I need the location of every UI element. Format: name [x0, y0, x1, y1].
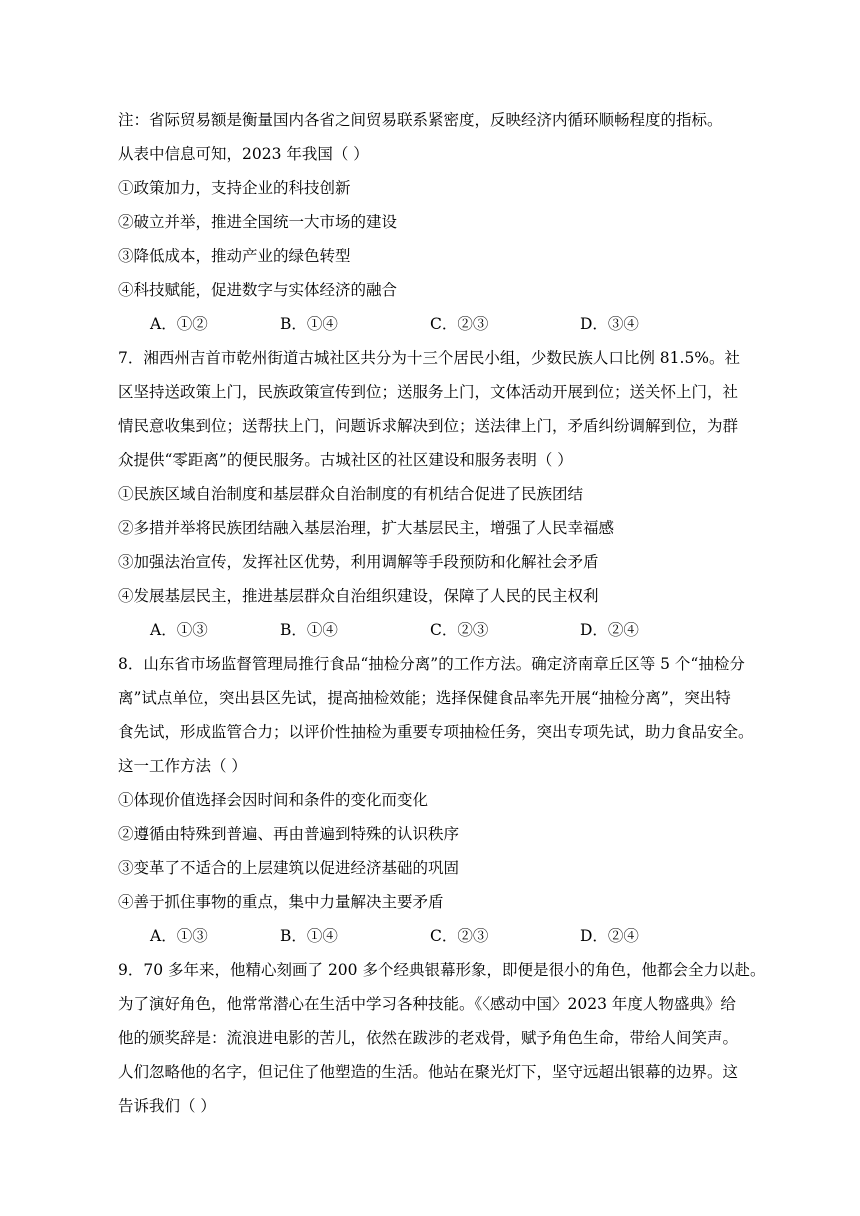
- q8-item-4: ④善于抓住事物的重点，集中力量解决主要矛盾: [118, 893, 444, 911]
- q6-option-c: C．②③: [430, 315, 489, 333]
- q9-stem-line-1: 9．70 多年来，他精心刻画了 200 多个经典银幕形象，即便是很小的角色，他都会全力以赴。: [118, 961, 766, 979]
- q7-option-c: C．②③: [430, 621, 489, 639]
- q7-stem-line-1: 7．湘西州吉首市乾州街道古城社区共分为十三个居民小组，少数民族人口比例 81.5%。社: [118, 349, 741, 367]
- q8-stem-line-2: 离”试点单位，突出县区先试，提高抽检效能；选择保健食品率先开展“抽检分离”，突出特: [118, 689, 731, 707]
- q8-option-d: D．②④: [580, 927, 639, 945]
- q8-option-c: C．②③: [430, 927, 489, 945]
- q6-item-2: ②破立并举，推进全国统一大市场的建设: [118, 213, 398, 231]
- q7-item-4: ④发展基层民主，推进基层群众自治组织建设，保障了人民的民主权利: [118, 587, 599, 605]
- q6-item-4: ④科技赋能，促进数字与实体经济的融合: [118, 281, 398, 299]
- q6-option-b: B．①④: [280, 315, 338, 333]
- q7-option-b: B．①④: [280, 621, 338, 639]
- q8-item-3: ③变革了不适合的上层建筑以促进经济基础的巩固: [118, 859, 460, 877]
- q6-item-3: ③降低成本，推动产业的绿色转型: [118, 247, 351, 265]
- q7-option-a: A．①③: [150, 621, 208, 639]
- q6-option-d: D．③④: [580, 315, 639, 333]
- q8-option-a: A．①③: [150, 927, 208, 945]
- q9-stem-line-3: 他的颁奖辞是：流浪进电影的苦儿，依然在跋涉的老戏骨，赋予角色生命，带给人间笑声。: [118, 1029, 739, 1047]
- table-note: 注：省际贸易额是衡量国内各省之间贸易联系紧密度，反映经济内循环顺畅程度的指标。: [118, 111, 723, 129]
- q7-item-1: ①民族区域自治制度和基层群众自治制度的有机结合促进了民族团结: [118, 485, 584, 503]
- q7-stem-line-2: 区坚持送政策上门，民族政策宣传到位；送服务上门，文体活动开展到位；送关怀上门，社: [118, 383, 739, 401]
- q9-stem-line-5: 告诉我们（ ）: [118, 1097, 216, 1115]
- q8-stem-line-4: 这一工作方法（ ）: [118, 757, 247, 775]
- q8-stem-line-1: 8．山东省市场监督管理局推行食品“抽检分离”的工作方法。确定济南章丘区等 5 个“抽检分: [118, 655, 745, 673]
- q8-option-b: B．①④: [280, 927, 338, 945]
- q8-stem-line-3: 食先试，形成监管合力；以评价性抽检为重要专项抽检任务，突出专项先试，助力食品安全。: [118, 723, 754, 741]
- q7-stem-line-4: 众提供“零距离”的便民服务。古城社区的社区建设和服务表明（ ）: [118, 451, 573, 469]
- q9-stem-line-2: 为了演好角色，他常常潜心在生活中学习各种技能。《〈感动中国〉2023 年度人物盛典》给: [118, 995, 736, 1013]
- q6-item-1: ①政策加力，支持企业的科技创新: [118, 179, 351, 197]
- q9-stem-line-4: 人们忽略他的名字，但记住了他塑造的生活。他站在聚光灯下，坚守远超出银幕的边界。这: [118, 1063, 739, 1081]
- q7-stem-line-3: 情民意收集到位；送帮扶上门，问题诉求解决到位；送法律上门，矛盾纠纷调解到位，为群: [118, 417, 739, 435]
- q8-item-2: ②遵循由特殊到普遍、再由普遍到特殊的认识秩序: [118, 825, 460, 843]
- q7-item-3: ③加强法治宣传，发挥社区优势，利用调解等手段预防和化解社会矛盾: [118, 553, 599, 571]
- q8-item-1: ①体现价值选择会因时间和条件的变化而变化: [118, 791, 429, 809]
- question-6-stem: 从表中信息可知，2023 年我国（ ）: [118, 145, 369, 163]
- q7-item-2: ②多措并举将民族团结融入基层治理，扩大基层民主，增强了人民幸福感: [118, 519, 615, 537]
- q7-option-d: D．②④: [580, 621, 639, 639]
- q6-option-a: A．①②: [150, 315, 208, 333]
